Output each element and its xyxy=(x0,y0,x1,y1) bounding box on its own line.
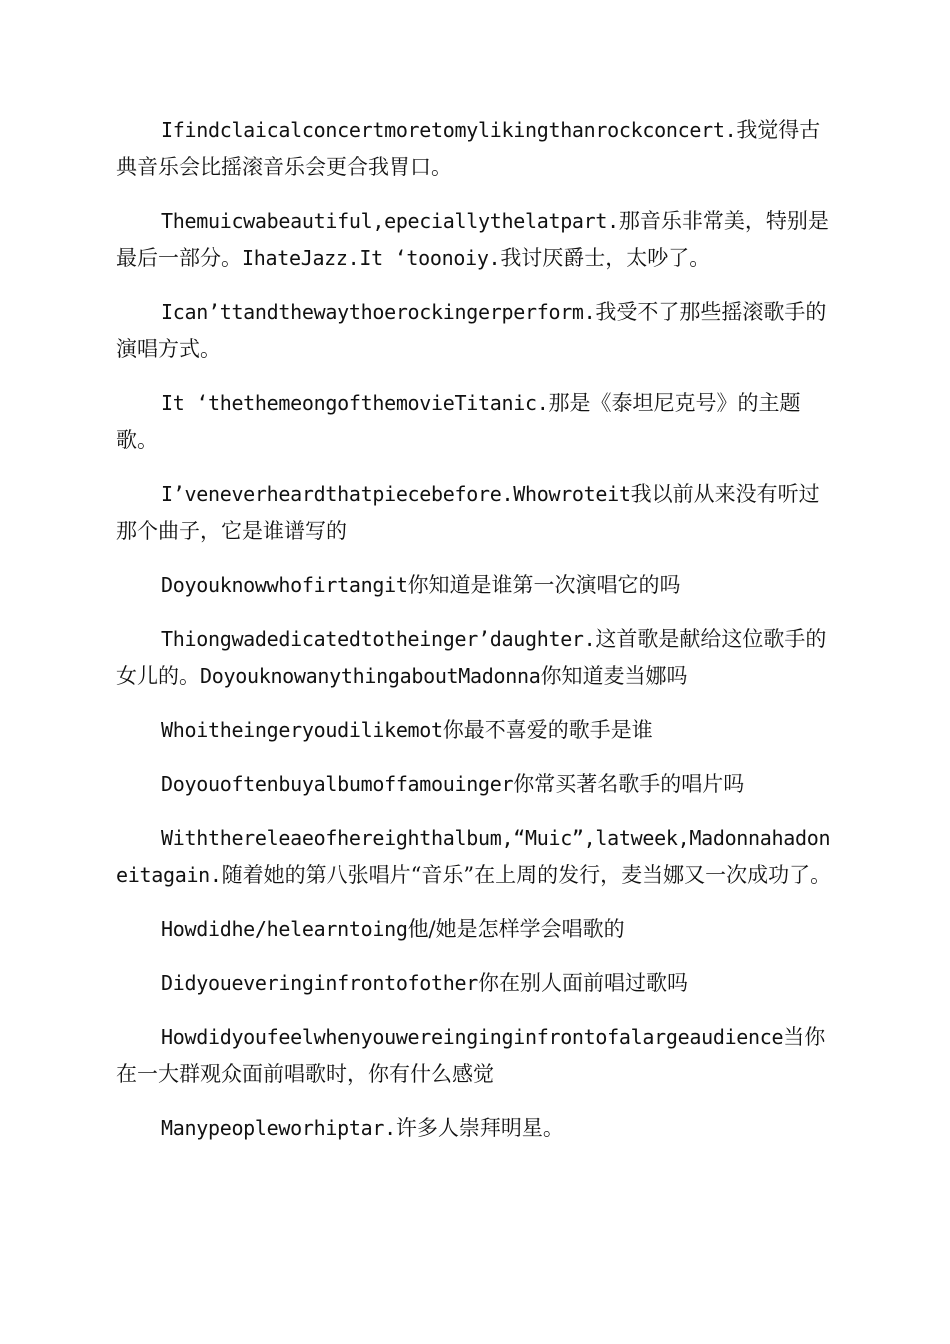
chinese-translation: 这首歌是献给这位歌手的女儿的。 xyxy=(116,627,827,688)
chinese-translation: 许多人崇拜明星。 xyxy=(395,1116,564,1140)
english-sentence: Manypeopleworhiptar. xyxy=(161,1116,396,1140)
paragraph-5 xyxy=(116,476,834,550)
chinese-translation-2: 我讨厌爵士，太吵了。 xyxy=(500,246,711,270)
english-sentence: It ‘thethemeongofthemovieTitanic. xyxy=(161,391,549,415)
english-sentence: I’veneverheardthatpiecebefore.Whowroteit xyxy=(161,482,631,506)
english-sentence-2: DoyouknowanythingaboutMadonna xyxy=(200,664,541,688)
english-sentence: Withthereleaeofhereighthalbum,“Muic”,latweek,Madonnahadoneitagain. xyxy=(116,826,831,887)
english-sentence: Didyoueveringinfrontofother xyxy=(161,971,479,995)
document-body xyxy=(116,112,834,1164)
paragraph-13 xyxy=(116,1019,834,1093)
chinese-translation: 你常买著名歌手的唱片吗 xyxy=(513,772,745,796)
paragraph-3 xyxy=(116,294,834,368)
paragraph-8 xyxy=(116,712,834,749)
paragraph-9 xyxy=(116,766,834,803)
chinese-translation: 你最不喜爱的歌手是谁 xyxy=(442,718,653,742)
paragraph-4 xyxy=(116,385,834,459)
paragraph-12 xyxy=(116,965,834,1002)
english-sentence: Ifindclaicalconcertmoretomylikingthanrockconcert. xyxy=(161,118,737,142)
chinese-translation-2: 你知道麦当娜吗 xyxy=(540,664,688,688)
english-sentence: Ican’ttandthewaythoerockingerperform. xyxy=(161,300,596,324)
chinese-translation: 当你在一大群观众面前唱歌时，你有什么感觉 xyxy=(116,1025,826,1086)
paragraph-1 xyxy=(116,112,834,186)
english-sentence: Howdidyoufeelwhenyouwereinginginfrontofalargeaudience xyxy=(161,1025,784,1049)
english-sentence: Whoitheingeryoudilikemot xyxy=(161,718,443,742)
chinese-translation: 那音乐非常美，特别是最后一部分。 xyxy=(116,209,829,270)
english-sentence: Doyouoftenbuyalbumoffamouinger xyxy=(161,772,514,796)
paragraph-2 xyxy=(116,203,834,277)
paragraph-6 xyxy=(116,567,834,604)
english-sentence: Thiongwadedicatedtotheinger’daughter. xyxy=(161,627,596,651)
paragraph-11 xyxy=(116,911,834,948)
english-sentence-2: IhateJazz.It ‘toonoiy. xyxy=(242,246,501,270)
english-sentence: Doyouknowwhofirtangit xyxy=(161,573,408,597)
chinese-translation: 那是《泰坦尼克号》的主题歌。 xyxy=(116,391,801,452)
paragraph-10 xyxy=(116,820,834,894)
chinese-translation: 你知道是谁第一次演唱它的吗 xyxy=(407,573,681,597)
chinese-translation: 我以前从来没有听过那个曲子，它是谁谱写的 xyxy=(116,482,820,543)
paragraph-7 xyxy=(116,621,834,695)
chinese-translation: 随着她的第八张唱片“音乐”在上周的发行，麦当娜又一次成功了。 xyxy=(221,863,832,887)
chinese-translation: 他/她是怎样学会唱歌的 xyxy=(407,917,625,941)
paragraph-14 xyxy=(116,1110,834,1147)
english-sentence: Howdidhe/helearntoing xyxy=(161,917,408,941)
chinese-translation: 我觉得古典音乐会比摇滚音乐会更合我胃口。 xyxy=(116,118,821,179)
chinese-translation: 你在别人面前唱过歌吗 xyxy=(478,971,689,995)
english-sentence: Themuicwabeautiful,epeciallythelatpart. xyxy=(161,209,619,233)
chinese-translation: 我受不了那些摇滚歌手的演唱方式。 xyxy=(116,300,827,361)
